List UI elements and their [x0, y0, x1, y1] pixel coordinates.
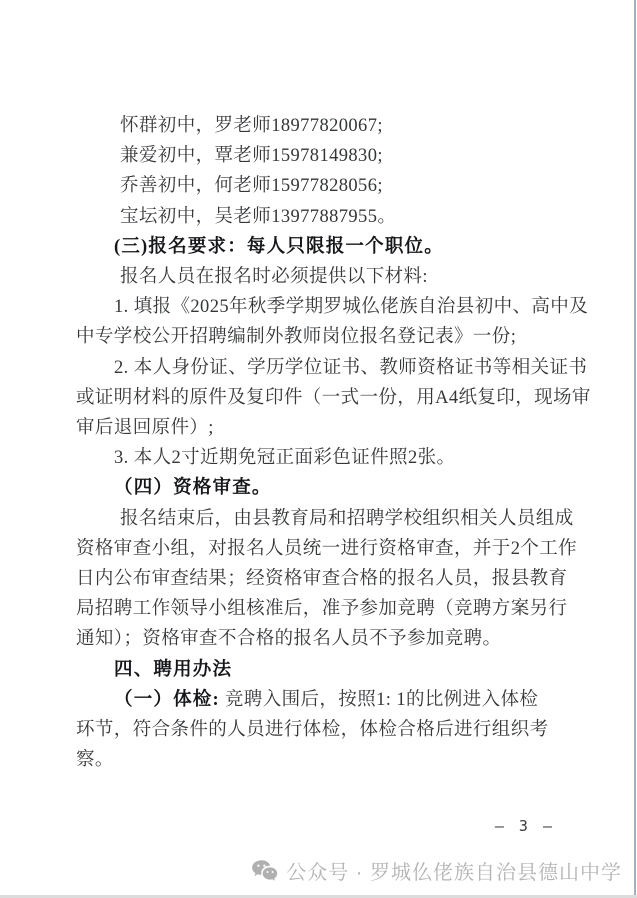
paragraph-line: 局招聘工作领导小组核准后，准予参加竞聘（竞聘方案另行 [76, 599, 568, 620]
list-item-2-line-1: 2. 本人身份证、学历学位证书、教师资格证书等相关证书 [114, 357, 588, 378]
list-item-1-line-2: 中专学校公开招聘编制外教师岗位报名登记表》一份; [76, 327, 517, 348]
document-body [76, 111, 591, 775]
watermark-text: 公众号 · 罗城仫佬族自治县德山中学 [286, 862, 622, 884]
scan-edge-right [634, 0, 636, 898]
heading-hiring-method: 四、聘用办法 [114, 659, 233, 680]
paragraph-line: 资格审查小组，对报名人员统一进行资格审查，并于2个工作 [76, 538, 578, 559]
contact-line: 宝坛初中，吴老师13977887955。 [120, 206, 397, 227]
watermark [251, 856, 622, 885]
heading-section-4-qualification-review: （四）资格审查。 [114, 478, 272, 499]
list-item-3: 3. 本人2寸近期免冠正面彩色证件照2张。 [114, 448, 456, 469]
list-item-2-line-3: 审后退回原件）; [76, 418, 214, 439]
page-number: — 3 — [494, 817, 555, 835]
paragraph-line: 通知）；资格审查不合格的报名人员不予参加竞聘。 [76, 629, 502, 650]
paragraph-line: 察。 [76, 750, 114, 771]
paragraph-line: 报名人员在报名时必须提供以下材料: [120, 267, 428, 288]
bold-run-physical-exam: （一）体检: [114, 689, 220, 710]
heading-section-3-registration-requirements: (三)报名要求：每人只限报一个职位。 [114, 236, 444, 257]
text-run: 竞聘入围后，按照1: 1的比例进入体检 [219, 689, 539, 710]
contact-line: 怀群初中，罗老师18977820067; [120, 116, 383, 136]
paragraph-line-physical-exam [76, 685, 576, 715]
contact-line: 兼爱初中，覃老师15978149830; [120, 146, 383, 167]
contact-line: 乔善初中，何老师15977828056; [120, 176, 383, 197]
paragraph-line: 环节，符合条件的人员进行体检，体检合格后进行组织考 [76, 720, 549, 741]
paragraph-line: 报名结束后，由县教育局和招聘学校组织相关人员组成 [120, 508, 574, 529]
paragraph-line: 日内公布审查结果；经资格审查合格的报名人员，报县教育 [76, 569, 568, 590]
list-item-2-line-2: 或证明材料的原件及复印件（一式一份，用A4纸复印，现场审 [76, 387, 591, 408]
list-item-1-line-1: 1. 填报《2025年秋季学期罗城仫佬族自治县初中、高中及 [114, 297, 589, 318]
wechat-icon [251, 859, 279, 883]
